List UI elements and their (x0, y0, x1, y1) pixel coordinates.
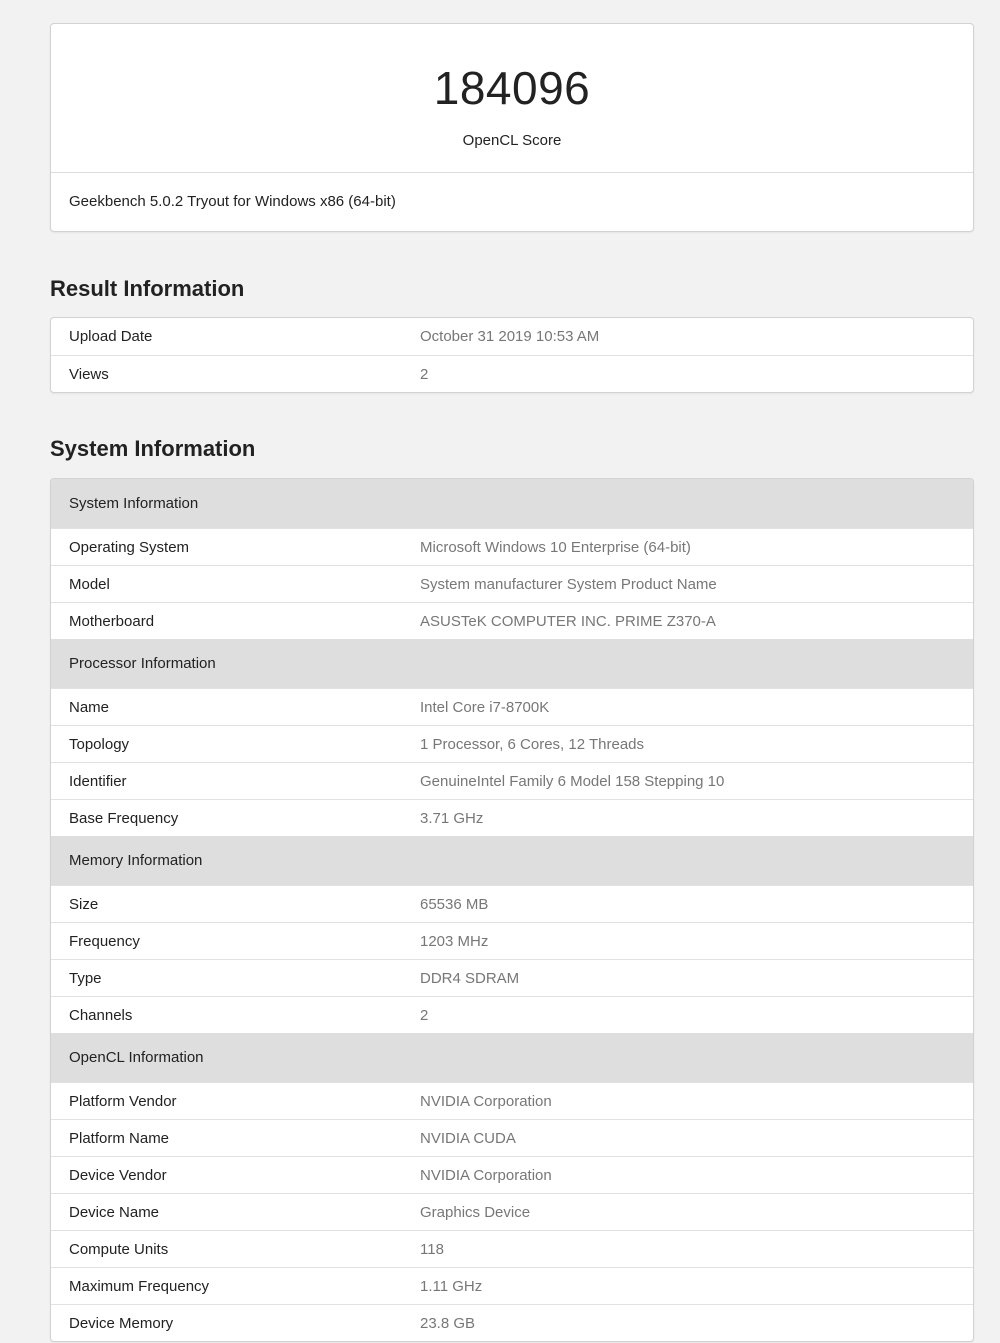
row-value: GenuineIntel Family 6 Model 158 Stepping 10 (420, 772, 725, 790)
result-information-title: Result Information (50, 276, 245, 301)
row-value: Microsoft Windows 10 Enterprise (64-bit) (420, 538, 691, 556)
row-value: 1.11 GHz (420, 1277, 483, 1295)
table-row (51, 1119, 973, 1156)
row-label: Maximum Frequency (69, 1277, 210, 1295)
row-value: 2 (420, 1006, 429, 1024)
row-value: System manufacturer System Product Name (420, 575, 717, 593)
group-header-opencl: OpenCL Information (51, 1033, 973, 1082)
row-value: ASUSTeK COMPUTER INC. PRIME Z370-A (420, 612, 716, 630)
row-value: Graphics Device (420, 1203, 531, 1221)
row-label: Topology (69, 735, 130, 753)
row-label: Base Frequency (69, 809, 179, 827)
table-row (51, 528, 973, 565)
row-label: Channels (69, 1006, 133, 1024)
row-label: Platform Vendor (69, 1092, 177, 1110)
row-label: Compute Units (69, 1240, 169, 1258)
row-value: 65536 MB (420, 895, 489, 913)
table-row (51, 1193, 973, 1230)
opencl-score-value: 184096 (433, 62, 591, 114)
result-information-table (50, 317, 974, 393)
table-row (51, 1230, 973, 1267)
row-label: Operating System (69, 538, 190, 556)
row-label: Device Vendor (69, 1166, 167, 1184)
row-label: Upload Date (69, 328, 153, 345)
row-value: DDR4 SDRAM (420, 969, 520, 987)
row-value: October 31 2019 10:53 AM (420, 328, 600, 345)
row-value: 3.71 GHz (420, 809, 484, 827)
table-row-views (51, 355, 973, 392)
group-header-memory: Memory Information (51, 836, 973, 885)
row-label: Identifier (69, 772, 127, 790)
score-header (51, 24, 973, 173)
group-header-processor: Processor Information (51, 639, 973, 688)
table-row (51, 762, 973, 799)
row-value: NVIDIA Corporation (420, 1166, 552, 1184)
opencl-score-label: OpenCL Score (462, 132, 562, 149)
benchmark-version: Geekbench 5.0.2 Tryout for Windows x86 (64-bit) (69, 193, 396, 210)
system-information-table (50, 478, 974, 1342)
row-label: Views (69, 365, 109, 383)
group-header-system: System Information (51, 479, 973, 528)
row-label: Device Name (69, 1203, 160, 1221)
row-value: 2 (420, 365, 429, 383)
row-value: 23.8 GB (420, 1314, 476, 1332)
table-row (51, 725, 973, 762)
row-label: Platform Name (69, 1129, 170, 1147)
row-label: Device Memory (69, 1314, 174, 1332)
row-value: 118 (420, 1240, 444, 1258)
table-row (51, 565, 973, 602)
table-row (51, 1267, 973, 1304)
table-row (51, 688, 973, 725)
row-value: 1203 MHz (420, 932, 489, 950)
table-row (51, 1304, 973, 1341)
row-label: Model (69, 575, 110, 593)
row-value: NVIDIA CUDA (420, 1129, 516, 1147)
row-value: NVIDIA Corporation (420, 1092, 552, 1110)
row-label: Size (69, 895, 99, 913)
table-row (51, 959, 973, 996)
row-label: Motherboard (69, 612, 155, 630)
score-card (50, 23, 974, 232)
row-label: Name (69, 698, 110, 716)
table-row (51, 922, 973, 959)
table-row (51, 799, 973, 836)
row-value: 1 Processor, 6 Cores, 12 Threads (420, 735, 645, 753)
row-value: Intel Core i7-8700K (420, 698, 550, 716)
row-label: Type (69, 969, 102, 987)
table-row (51, 1156, 973, 1193)
table-row (51, 885, 973, 922)
table-row (51, 602, 973, 639)
row-label: Frequency (69, 932, 140, 950)
table-row-upload-date (51, 318, 973, 355)
system-information-title: System Information (50, 436, 256, 461)
table-row (51, 996, 973, 1033)
table-row (51, 1082, 973, 1119)
